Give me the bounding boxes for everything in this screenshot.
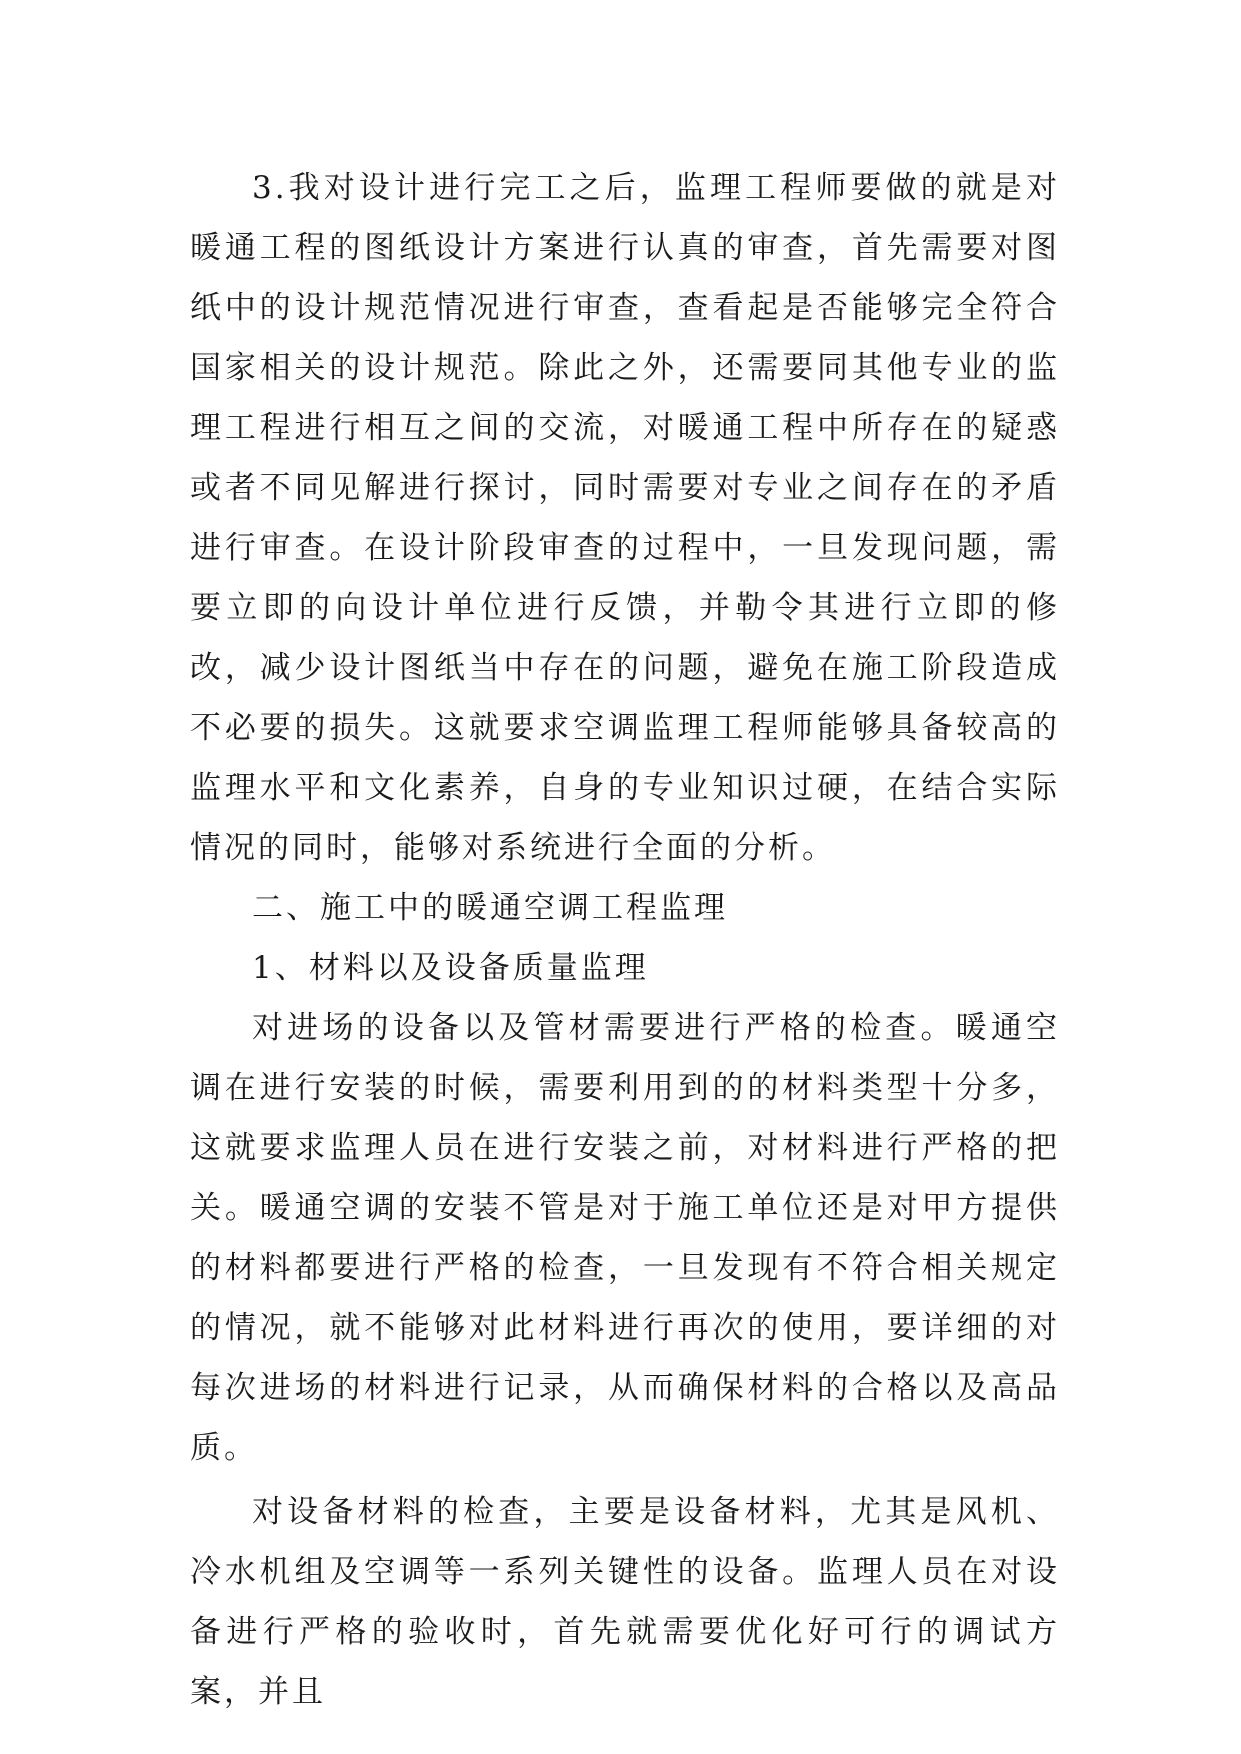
paragraph-material-inspection: 对进场的设备以及管材需要进行严格的检查。暖通空调在进行安装的时候，需要利用到的的材料类型十分多，这就要求监理人员在进行安装之前，对材料进行严格的把关。暖通空调的安装不管是对于施工单位还是对甲方提供的材料都要进行严格的检查，一旦发现有不符合相关规定的情况，就不能够对此材料进行再次的使用，要详细的对每次进场的材料进行记录，从而确保材料的合格以及高品质。 xyxy=(190,1010,1060,1466)
paragraph-design-review: 3.我对设计进行完工之后，监理工程师要做的就是对暖通工程的图纸设计方案进行认真的审查，首先需要对图纸中的设计规范情况进行审查，查看起是否能够完全符合国家相关的设计规范。除此之外，还需要同其他专业的监理工程进行相互之间的交流，对暖通工程中所存在的疑惑或者不同见解进行探讨，同时需要对专业之间存在的矛盾进行审查。在设计阶段审查的过程中，一旦发现问题，需要立即的向设计单位进行反馈，并勒令其进行立即的修改，减少设计图纸当中存在的问题，避免在施工阶段造成不必要的损失。这就要求空调监理工程师能够具备较高的监理水平和文化素养，自身的专业知识过硬，在结合实际情况的同时，能够对系统进行全面的分析。 xyxy=(190,170,1060,866)
paragraph-equipment-inspection: 对设备材料的检查，主要是设备材料，尤其是风机、冷水机组及空调等一系列关键性的设备。监理人员在对设备进行严格的验收时，首先就需要优化好可行的调试方案，并且 xyxy=(190,1494,1060,1710)
section-heading-construction-supervision: 二、施工中的暖通空调工程监理 xyxy=(252,890,728,926)
subsection-heading-material-equipment: 1、材料以及设备质量监理 xyxy=(252,950,649,986)
document-body xyxy=(190,158,1060,1722)
